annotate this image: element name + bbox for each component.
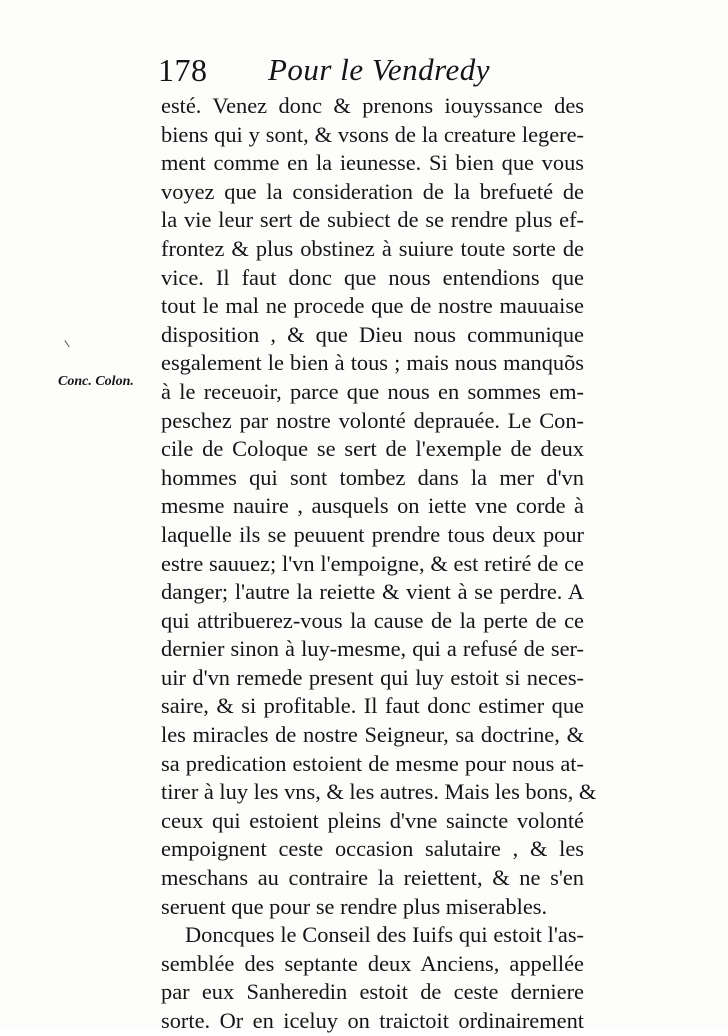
text-line: cile de Coloque se sert de l'exemple de deux xyxy=(161,436,584,462)
text-line: voyez que la consideration de la brefueté de xyxy=(161,178,584,204)
text-line: mesme nauire , ausquels on iette vne corde à xyxy=(161,493,584,519)
page-header xyxy=(158,50,588,90)
text-line: à le receuoir, parce que nous en sommes em- xyxy=(161,378,584,404)
text-line: les miracles de nostre Seigneur, sa doctrine, & xyxy=(161,722,584,748)
text-line: tout le mal ne procede que de nostre mauuaise xyxy=(161,293,584,319)
text-line: Doncques le Conseil des Iuifs qui estoit l'as- xyxy=(185,922,584,948)
text-line: saire, & si profitable. Il faut donc estimer que xyxy=(161,693,584,719)
text-line: seruent que pour se rendre plus miserables. xyxy=(161,893,548,919)
text-line: par eux Sanheredin estoit de ceste derniere xyxy=(161,979,584,1005)
text-line: qui attribuerez-vous la cause de la perte de ce xyxy=(161,607,584,633)
text-line: ceux qui estoient pleins d'vne saincte volonté xyxy=(161,807,584,833)
text-line: sorte. Or en iceluy on traictoit ordinairement xyxy=(161,1008,584,1033)
running-title: Pour le Vendredy xyxy=(268,52,491,87)
page-number: 178 xyxy=(158,52,208,88)
margin-note: Conc. Colon. xyxy=(58,374,134,389)
ink-mark xyxy=(64,337,74,348)
text-line: sa predication estoient de mesme pour nous at- xyxy=(161,750,584,776)
text-line: frontez & plus obstinez à suiure toute sorte de xyxy=(161,235,584,261)
text-line: laquelle ils se peuuent prendre tous deux pour xyxy=(161,521,584,547)
text-line: peschez par nostre volonté deprauée. Le Con- xyxy=(161,407,584,433)
text-line: la vie leur sert de subiect de se rendre plus ef- xyxy=(161,207,584,233)
text-line: empoignent ceste occasion salutaire , & les xyxy=(161,836,584,862)
text-line: disposition , & que Dieu nous communique xyxy=(161,321,584,347)
text-line: meschans au contraire la reiettent, & ne s'en xyxy=(161,865,584,891)
text-line: hommes qui sont tombez dans la mer d'vn xyxy=(161,464,584,490)
text-line: uir d'vn remede present qui luy estoit si neces- xyxy=(161,664,584,690)
text-line: ment comme en la ieunesse. Si bien que vous xyxy=(161,150,584,176)
text-line: semblée des septante deux Anciens, appellée xyxy=(161,950,584,976)
text-line: vice. Il faut donc que nous entendions que xyxy=(161,264,584,290)
text-line: estre sauuez; l'vn l'empoigne, & est retiré de ce xyxy=(161,550,584,576)
text-line: danger; l'autre la reiette & vient à se perdre. A xyxy=(161,579,584,605)
text-line: esgalement le bien à tous ; mais nous manquõs xyxy=(161,350,584,376)
text-line: biens qui y sont, & vsons de la creature legere- xyxy=(161,121,584,147)
text-line: tirer à luy les vns, & les autres. Mais les bons, & xyxy=(161,779,597,805)
text-line: esté. Venez donc & prenons iouyssance des xyxy=(161,93,584,118)
body-text xyxy=(161,92,597,1036)
text-line: dernier sinon à luy-mesme, qui a refusé de ser- xyxy=(161,636,584,662)
